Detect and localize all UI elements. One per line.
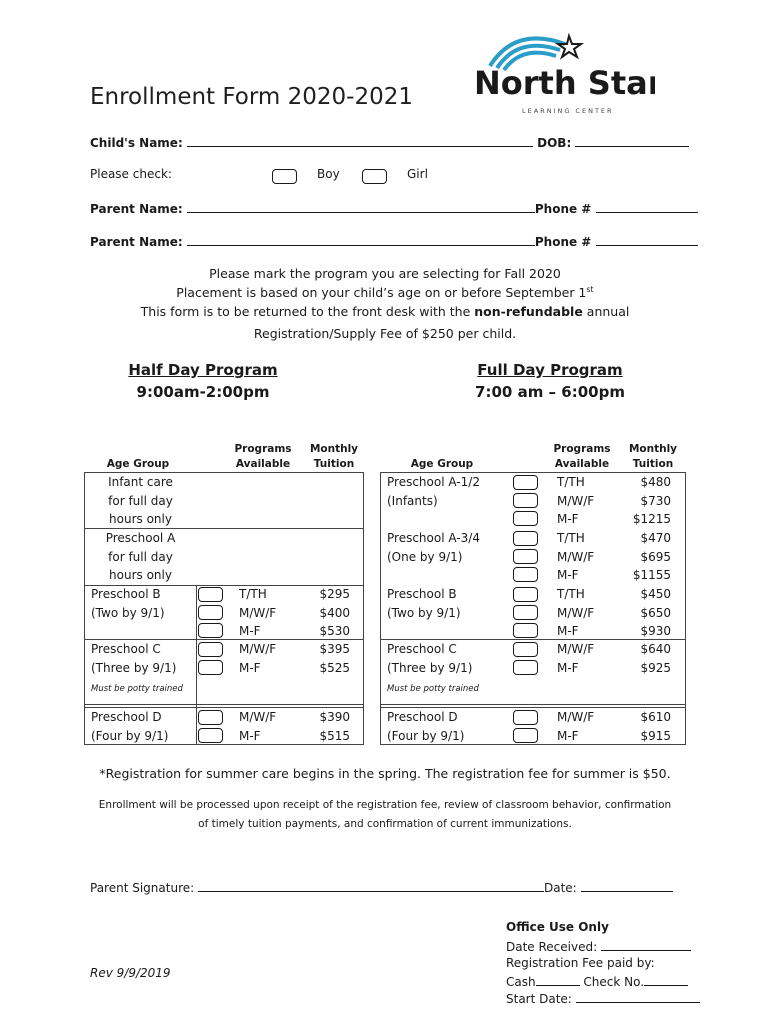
full-a12-mwf-checkbox[interactable] <box>513 493 538 508</box>
phone-field-2[interactable] <box>596 233 698 246</box>
full-d-programs: M/W/F M-F <box>557 710 595 743</box>
phone-label: Phone # <box>534 202 592 216</box>
office-use-title: Office Use Only <box>506 920 609 934</box>
start-date-field[interactable] <box>576 990 700 1003</box>
half-b-programs: T/TH M/W/F M-F <box>239 587 277 638</box>
full-a34-tuition: $470 $695 $1155 <box>632 531 671 582</box>
cash-label: Cash <box>506 975 536 989</box>
full-c-tuition: $640 $925 <box>640 642 671 675</box>
full-col-age: Age Group <box>410 458 474 470</box>
date-received-label: Date Received: <box>506 940 598 954</box>
logo-subtitle: LEARNING CENTER <box>522 107 614 115</box>
half-d-programs: M/W/F M-F <box>239 710 277 743</box>
please-check-label: Please check: <box>90 167 172 181</box>
boy-checkbox[interactable] <box>272 169 297 184</box>
childs-name-label: Child's Name: <box>90 136 183 150</box>
enrollment-note-1: Enrollment will be processed upon receipt of the registration fee, review of classroom behavior, confirmation <box>98 799 672 811</box>
notice-line-2: Placement is based on your child’s age on or before September 1st <box>176 285 594 301</box>
parent-name-field-2[interactable] <box>187 233 535 246</box>
full-a34-mwf-checkbox[interactable] <box>513 549 538 564</box>
half-col-programs: Programs Available <box>234 443 292 470</box>
notice-line-1: Please mark the program you are selecting for Fall 2020 <box>209 266 561 281</box>
phone-field-1[interactable] <box>596 200 698 213</box>
star-icon <box>558 36 581 57</box>
dob-label: DOB <box>537 136 567 150</box>
half-col-tuition: Monthly Tuition <box>309 443 359 470</box>
boy-label: Boy <box>317 167 340 181</box>
table-row: Preschool C (Three by 9/1) <box>387 642 473 675</box>
girl-checkbox[interactable] <box>362 169 387 184</box>
full-a12-mf-checkbox[interactable] <box>513 511 538 526</box>
summer-note: *Registration for summer care begins in the spring. The registration fee for summer is $50. <box>99 766 671 781</box>
parent-name-field-1[interactable] <box>187 200 535 213</box>
full-b-tth-checkbox[interactable] <box>513 587 538 602</box>
table-row: Preschool A-1/2 (Infants) <box>387 475 480 508</box>
table-row: Preschool D (Four by 9/1) <box>91 710 169 743</box>
table-row: Preschool B (Two by 9/1) <box>91 587 165 620</box>
full-b-mwf-checkbox[interactable] <box>513 605 538 620</box>
half-b-mwf-checkbox[interactable] <box>198 605 223 620</box>
full-day-table <box>380 472 686 745</box>
full-a34-mf-checkbox[interactable] <box>513 567 538 582</box>
half-b-tuition: $295 $400 $530 <box>319 587 350 638</box>
full-d-mf-checkbox[interactable] <box>513 728 538 743</box>
full-c-note: Must be potty trained <box>387 684 479 694</box>
full-b-tuition: $450 $650 $930 <box>640 587 671 638</box>
half-c-programs: M/W/F M-F <box>239 642 277 675</box>
full-a12-tuition: $480 $730 $1215 <box>632 475 671 526</box>
start-date-label: Start Date: <box>506 992 572 1006</box>
signature-field[interactable] <box>198 879 544 892</box>
full-c-programs: M/W/F M-F <box>557 642 595 675</box>
half-col-age: Age Group <box>106 458 170 470</box>
full-d-tuition: $610 $915 <box>640 710 671 743</box>
full-col-programs: Programs Available <box>553 443 611 470</box>
full-c-mf-checkbox[interactable] <box>513 660 538 675</box>
full-b-programs: T/TH M/W/F M-F <box>557 587 595 638</box>
half-preschool-a-cell: Preschool A for full day hours only <box>105 531 176 582</box>
half-day-table <box>84 472 364 745</box>
half-d-mwf-checkbox[interactable] <box>198 710 223 725</box>
notice-line-4: Registration/Supply Fee of $250 per child. <box>253 326 517 341</box>
table-row: Preschool B (Two by 9/1) <box>387 587 461 620</box>
full-a12-tth-checkbox[interactable] <box>513 475 538 490</box>
full-col-tuition: Monthly Tuition <box>628 443 678 470</box>
full-a34-tth-checkbox[interactable] <box>513 531 538 546</box>
full-a12-programs: T/TH M/W/F M-F <box>557 475 595 526</box>
enrollment-note-2: of timely tuition payments, and confirmation of current immunizations. <box>198 818 572 830</box>
full-d-mwf-checkbox[interactable] <box>513 710 538 725</box>
half-c-mwf-checkbox[interactable] <box>198 642 223 657</box>
logo-graphic <box>470 28 655 120</box>
revision-label: Rev 9/9/2019 <box>90 966 171 980</box>
half-infant-cell: Infant care for full day hours only <box>108 475 173 526</box>
phone-label: Phone # <box>534 235 592 249</box>
table-row: Preschool D (Four by 9/1) <box>387 710 465 743</box>
parent-name-label: Parent Name: <box>90 202 183 216</box>
parent-name-label: Parent Name: <box>90 235 183 249</box>
half-b-mf-checkbox[interactable] <box>198 623 223 638</box>
notice-line-3: This form is to be returned to the front desk with the non-refundable annual <box>140 304 630 319</box>
table-row: Preschool C (Three by 9/1) <box>91 642 177 675</box>
cash-field[interactable] <box>536 973 580 986</box>
table-row: Preschool A-3/4 (One by 9/1) <box>387 531 480 564</box>
half-d-mf-checkbox[interactable] <box>198 728 223 743</box>
logo-name: North Star <box>474 64 655 102</box>
fee-paid-label: Registration Fee paid by: <box>506 956 655 970</box>
half-d-tuition: $390 $515 <box>319 710 350 743</box>
full-b-mf-checkbox[interactable] <box>513 623 538 638</box>
half-b-tth-checkbox[interactable] <box>198 587 223 602</box>
check-no-field[interactable] <box>644 973 688 986</box>
check-no-label: Check No. <box>583 975 645 989</box>
page-title: Enrollment Form 2020-2021 <box>90 84 413 110</box>
girl-label: Girl <box>407 167 428 181</box>
full-c-mwf-checkbox[interactable] <box>513 642 538 657</box>
dob-field[interactable] <box>575 134 689 147</box>
childs-name-field[interactable] <box>187 134 533 147</box>
half-c-mf-checkbox[interactable] <box>198 660 223 675</box>
half-c-tuition: $395 $525 <box>319 642 350 675</box>
date-label: Date: <box>544 881 577 895</box>
signature-label: Parent Signature: <box>90 881 195 895</box>
date-field[interactable] <box>581 879 673 892</box>
half-c-note: Must be potty trained <box>91 684 183 694</box>
full-day-heading: Full Day Program 7:00 am – 6:00pm <box>475 361 625 401</box>
north-star-logo <box>470 28 655 120</box>
half-day-heading: Half Day Program 9:00am-2:00pm <box>128 361 278 401</box>
full-a34-programs: T/TH M/W/F M-F <box>557 531 595 582</box>
date-received-field[interactable] <box>601 938 691 951</box>
